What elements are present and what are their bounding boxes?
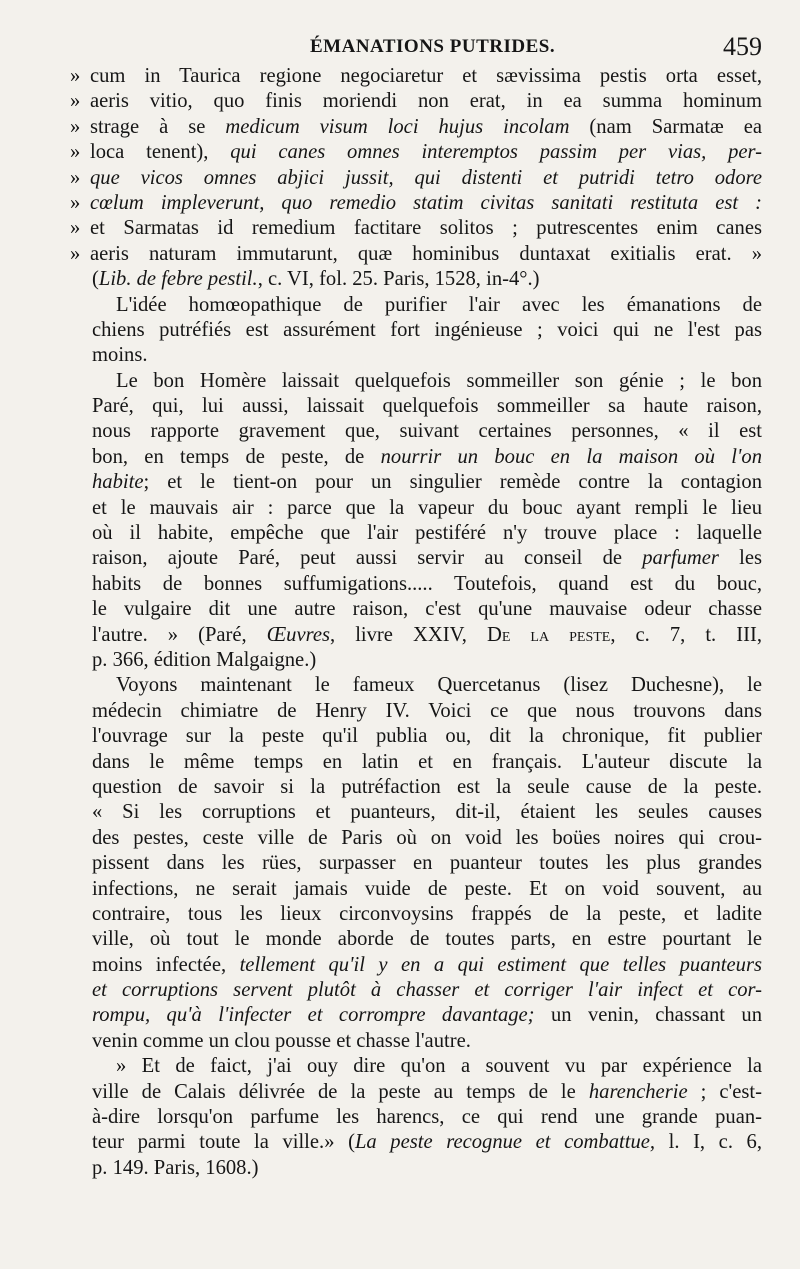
text-segment: « Si les corruptions et puanteurs, dit-il, étaient les seules causes <box>92 801 762 824</box>
text-segment: l'ouvrage sur la peste qu'il publia ou, dit la chronique, fit publier <box>92 725 762 748</box>
page-number: 459 <box>723 32 762 61</box>
text-segment: Voyons maintenant le fameux Quercetanus (lisez Duchesne), le <box>116 674 762 697</box>
text-segment: cum in Taurica regione negociaretur et sævissima pestis orta esset, <box>90 65 762 87</box>
text-segment: et Sarmatas id remedium factitare solitos ; putrescentes enim canes <box>90 217 762 240</box>
italic-text: Lib. de febre pestil. <box>98 268 258 291</box>
body-text <box>70 64 763 1181</box>
italic-text: parfumer <box>642 547 719 570</box>
italic-text: que vicos omnes abjici jussit, qui distenti et putridi tetro odore <box>90 166 762 189</box>
text-line <box>70 64 762 89</box>
text-segment: venin comme un clou pousse et chasse l'autre. <box>92 1029 471 1052</box>
text-line <box>70 89 762 114</box>
page-header <box>92 30 762 64</box>
text-line <box>70 115 762 140</box>
text-line <box>92 1029 762 1054</box>
text-line <box>70 140 763 165</box>
text-segment: chiens putréfiés est assurément fort ingénieuse ; voici qui ne l'est pas <box>92 318 762 341</box>
text-line <box>92 419 762 444</box>
text-line <box>92 1156 762 1181</box>
text-segment: médecin chimiatre de Henry IV. Voici ce que nous trouvons dans <box>92 699 762 722</box>
text-line <box>70 191 762 216</box>
italic-text: rompu, qu'à l'infecter et corrompre davantage; <box>92 1004 535 1027</box>
text-segment: Paré, qui, lui aussi, laissait quelquefois sommeiller sa haute raison, <box>92 395 762 418</box>
text-segment: p. 149. Paris, 1608.) <box>92 1156 259 1179</box>
text-line <box>92 699 762 724</box>
running-title: ÉMANATIONS PUTRIDES. <box>310 36 556 57</box>
text-segment: pissent dans les rües, surpasser en puanteur toutes les plus grandes <box>92 852 762 875</box>
text-segment: les <box>718 547 762 570</box>
text-segment: aeris vitio, quo finis moriendi non erat, in ea summa hominum <box>90 90 762 113</box>
quote-mark: » <box>70 242 81 265</box>
text-segment: des pestes, ceste ville de Paris où on void les boües noires qui crou- <box>92 826 762 849</box>
text-segment: , livre XXIV, <box>330 623 487 646</box>
text-segment: infections, ne serait jamais vuide de peste. Et on void souvent, au <box>92 877 762 900</box>
paragraph <box>70 64 763 293</box>
text-line <box>92 826 762 851</box>
text-segment: » Et de faict, j'ai ouy dire qu'on a souvent vu par expérience la <box>116 1055 762 1078</box>
text-segment: , c. 7, t. III, <box>610 623 762 646</box>
text-line <box>92 470 762 495</box>
text-segment: le vulgaire dit une autre raison, c'est qu'une mauvaise odeur chasse <box>92 598 762 621</box>
text-segment: , c. VI, fol. 25. Paris, 1528, in-4°.) <box>257 268 540 291</box>
text-segment: et le mauvais air : parce que la vapeur du bouc ayant rempli le lieu <box>92 496 762 519</box>
text-line <box>92 445 762 470</box>
italic-text: nourrir un bouc en la maison où l'on <box>380 445 762 468</box>
text-segment: contraire, tous les lieux circonvoysins frappés de la peste, et ladite <box>92 902 762 925</box>
text-line <box>92 496 762 521</box>
text-segment: raison, ajoute Paré, peut aussi servir au conseil de <box>92 547 643 570</box>
italic-text: habite <box>92 471 144 494</box>
paragraph <box>92 369 762 674</box>
italic-text: medicum visum loci hujus incolam <box>225 115 570 138</box>
text-line <box>92 546 762 571</box>
text-segment: nous rapporte gravement que, suivant certaines personnes, « il est <box>92 420 762 443</box>
text-segment: ; et le tient-on pour un singulier remède contre la contagion <box>143 471 762 494</box>
italic-text: harencherie <box>588 1080 688 1103</box>
text-line <box>92 1105 762 1130</box>
text-segment: ( <box>92 268 99 291</box>
text-segment: un venin, chassant un <box>534 1004 762 1027</box>
text-line <box>92 369 762 394</box>
text-line <box>92 572 762 597</box>
text-line <box>92 800 762 825</box>
paragraph <box>92 1054 762 1181</box>
italic-text: tellement qu'il y en a qui estiment que telles puanteurs <box>239 953 762 976</box>
text-line <box>92 597 762 622</box>
text-line <box>92 1080 762 1105</box>
text-line <box>92 750 762 775</box>
text-line <box>70 242 762 267</box>
text-line <box>92 343 762 368</box>
italic-text: Œuvres <box>266 623 331 646</box>
text-line <box>92 775 762 800</box>
italic-text: qui canes omnes interemptos passim per vias, per- <box>230 141 763 164</box>
text-segment: bon, en temps de peste, de <box>92 445 381 468</box>
text-segment: strage à se <box>90 115 226 138</box>
text-line <box>92 902 762 927</box>
italic-text: La peste recognue et combattue, <box>354 1131 656 1154</box>
text-line <box>92 267 762 292</box>
text-line <box>92 623 762 648</box>
text-segment: loca tenent), <box>90 141 231 164</box>
paragraph <box>92 293 762 369</box>
text-line <box>92 1054 762 1079</box>
text-line <box>92 318 762 343</box>
text-line <box>92 648 762 673</box>
text-line <box>92 724 762 749</box>
quote-mark: » <box>70 166 81 189</box>
text-line <box>92 953 762 978</box>
text-segment: dans le même temps en latin et en français. L'auteur discute la <box>92 750 762 773</box>
text-line <box>92 673 762 698</box>
text-segment: l. I, c. 6, <box>655 1131 762 1154</box>
text-line <box>92 978 762 1003</box>
text-line <box>70 166 762 191</box>
text-line <box>92 1003 762 1028</box>
text-segment: p. 366, édition Malgaigne.) <box>92 648 317 671</box>
quote-mark: » <box>70 217 81 240</box>
text-segment: ; c'est- <box>687 1080 762 1103</box>
quote-mark: » <box>70 191 81 214</box>
text-line <box>92 877 762 902</box>
text-segment: teur parmi toute la ville.» ( <box>92 1131 355 1154</box>
quote-mark: » <box>70 115 81 138</box>
text-segment: moins infectée, <box>92 953 240 976</box>
text-segment: aeris naturam immutarunt, quæ hominibus duntaxat exitialis erat. » <box>90 242 762 265</box>
text-segment: question de savoir si la putréfaction est la seule cause de la peste. <box>92 775 762 798</box>
text-line <box>92 394 762 419</box>
text-segment: ville de Calais délivrée de la peste au temps de le <box>92 1080 589 1103</box>
italic-text: et corruptions servent plutôt à chasser et corriger l'air infect et cor- <box>92 979 762 1002</box>
quote-mark: » <box>70 141 81 164</box>
quote-mark: » <box>70 65 81 87</box>
text-segment: l'autre. » (Paré, <box>92 623 267 646</box>
text-segment: (nam Sarmatæ ea <box>569 115 762 138</box>
text-segment: Le bon Homère laissait quelquefois sommeiller son génie ; le bon <box>116 369 762 392</box>
text-line <box>92 293 762 318</box>
text-segment: à-dire lorsqu'on parfume les harencs, ce qui rend une grande puan- <box>92 1106 762 1129</box>
text-line <box>70 216 762 241</box>
paragraph <box>92 673 762 1054</box>
text-segment: moins. <box>92 344 148 367</box>
text-segment: habits de bonnes suffumigations..... Toutefois, quand est du bouc, <box>92 572 762 595</box>
italic-text: cœlum impleverunt, quo remedio statim civitas sanitati restituta est : <box>90 191 762 214</box>
small-caps-text: De la peste <box>486 623 611 646</box>
text-segment: où il habite, empêche que l'air pestiféré n'y trouve place : laquelle <box>92 522 762 545</box>
text-line <box>92 851 762 876</box>
text-segment: L'idée homœopathique de purifier l'air avec les émanations de <box>116 293 762 316</box>
text-line <box>92 1130 762 1155</box>
text-line <box>92 521 762 546</box>
text-segment: ville, où tout le monde aborde de toutes parts, en estre pourtant le <box>92 928 762 951</box>
quote-mark: » <box>70 90 81 113</box>
text-line <box>92 927 762 952</box>
